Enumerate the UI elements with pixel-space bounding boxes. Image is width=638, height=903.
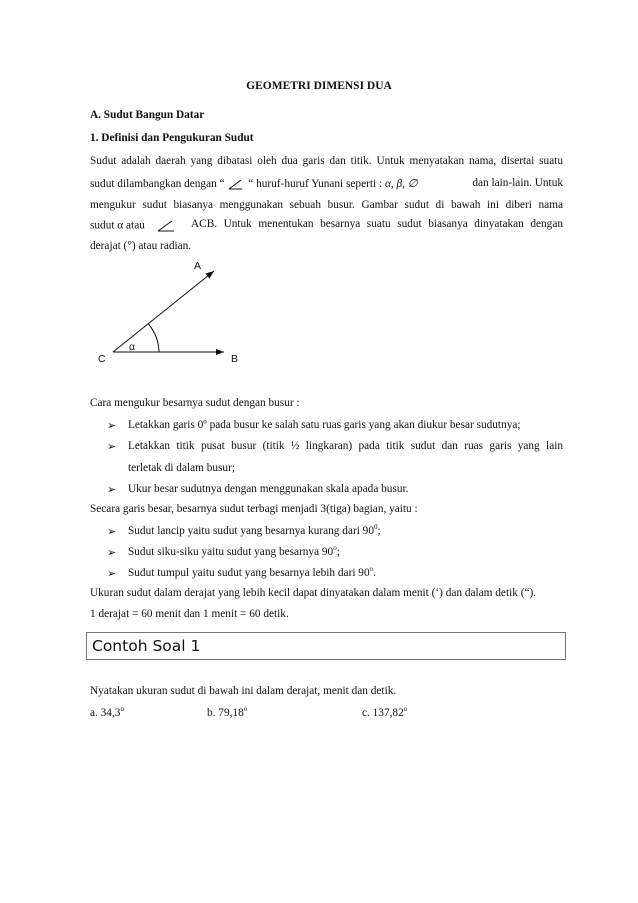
section-heading-1: 1. Definisi dan Pengukuran Sudut [90,132,254,144]
example-heading: Contoh Soal 1 [92,637,201,655]
item-value: b. 79,18 [207,707,244,719]
type-text: Sudut tumpul yaitu sudut yang besarnya lebih dari 90 [128,567,370,579]
page-title: GEOMETRI DIMENSI DUA [246,80,392,92]
item-value: c. 137,82 [362,707,404,719]
degree-superscript: o [369,565,374,573]
type-text: Sudut lancip yaitu sudut yang besarnya kurang dari 90 [128,525,374,537]
units-line: 1 derajat = 60 menit dan 1 menit = 60 detik. [90,608,289,620]
greek-letters: α, β, ∅ [384,178,418,190]
arrow-bullet-icon: ➢ [107,526,117,538]
text-fragment: dan lain-lain. Untuk [472,177,563,189]
text-fragment: sudut dilambangkan dengan “ [90,178,225,190]
paragraph-line: Sudut adalah daerah yang dibatasi oleh dua garis dan titik. Untuk menyatakan nama, disertai suatu [90,155,563,167]
item-value: a. 34,3 [90,707,121,719]
list-item [128,546,340,558]
punctuation: ; [377,525,381,537]
ray-ca [113,271,214,352]
degree-superscript: o [403,705,408,713]
angle-label-alpha: α [129,341,136,353]
arrow-bullet-icon: ➢ [107,568,117,580]
arrow-bullet-icon: ➢ [107,441,117,453]
example-question: Nyatakan ukuran sudut di bawah ini dalam derajat, menit dan detik. [90,685,397,697]
angle-symbol-icon [154,218,180,234]
example-item-c [362,707,407,719]
angle-symbol-icon [227,178,245,191]
types-intro: Secara garis besar, besarnya sudut terbagi menjadi 3(tiga) bagian, yaitu : [90,503,418,515]
list-item: Letakkan titik pusat busur (titik ½ lingkaran) pada titik sudut dan ruas garis yang lain [128,440,563,452]
list-item [128,525,381,537]
example-item-a [90,707,124,719]
arrow-bullet-icon: ➢ [107,484,117,496]
degree-superscript: 0 [373,523,378,531]
example-heading-box [86,632,566,660]
list-item: Letakkan garis 0º pada busur ke salah satu ruas garis yang akan diukur besar sudutnya; [128,419,521,431]
point-label-c: C [98,353,106,365]
point-label-b: B [231,353,239,365]
section-heading-a: A. Sudut Bangun Datar [90,109,205,121]
paragraph-line: mengukur sudut biasanya menggunakan sebuah busur. Gambar sudut di bawah ini diberi nama [90,199,563,211]
arrowhead-b-icon [216,349,224,355]
list-item [128,567,376,579]
arrow-bullet-icon: ➢ [107,420,117,432]
list-item-continuation: terletak di dalam busur; [128,462,235,474]
degree-superscript: o [333,544,337,552]
text-fragment: “ huruf-huruf Yunani seperti : [248,178,383,190]
arrow-bullet-icon: ➢ [107,547,117,559]
units-line: Ukuran sudut dalam derajat yang lebih kecil dapat dinyatakan dalam menit (‘) dan dalam detik (“). [90,587,537,599]
angle-diagram [90,258,250,368]
paragraph-line: derajat (°) atau radian. [90,240,192,252]
type-text: Sudut siku-siku yaitu sudut yang besarnya 90 [128,546,334,558]
angle-arc [149,324,160,352]
measure-intro: Cara mengukur besarnya sudut dengan busur : [90,397,300,409]
punctuation: . [373,567,376,579]
text-fragment: sudut α atau [90,219,145,232]
text-fragment: ACB. Untuk menentukan besarnya suatu sudut biasanya dinyatakan dengan [191,218,563,230]
degree-superscript: o [243,705,248,713]
example-item-b [207,707,247,719]
paragraph-line-with-symbols [90,218,563,234]
point-label-a: A [194,260,202,272]
list-item: Ukur besar sudutnya dengan menggunakan skala apada busur. [128,483,409,495]
paragraph-line-with-symbols [90,177,563,191]
degree-superscript: o [120,705,124,713]
punctuation: ; [336,546,340,558]
